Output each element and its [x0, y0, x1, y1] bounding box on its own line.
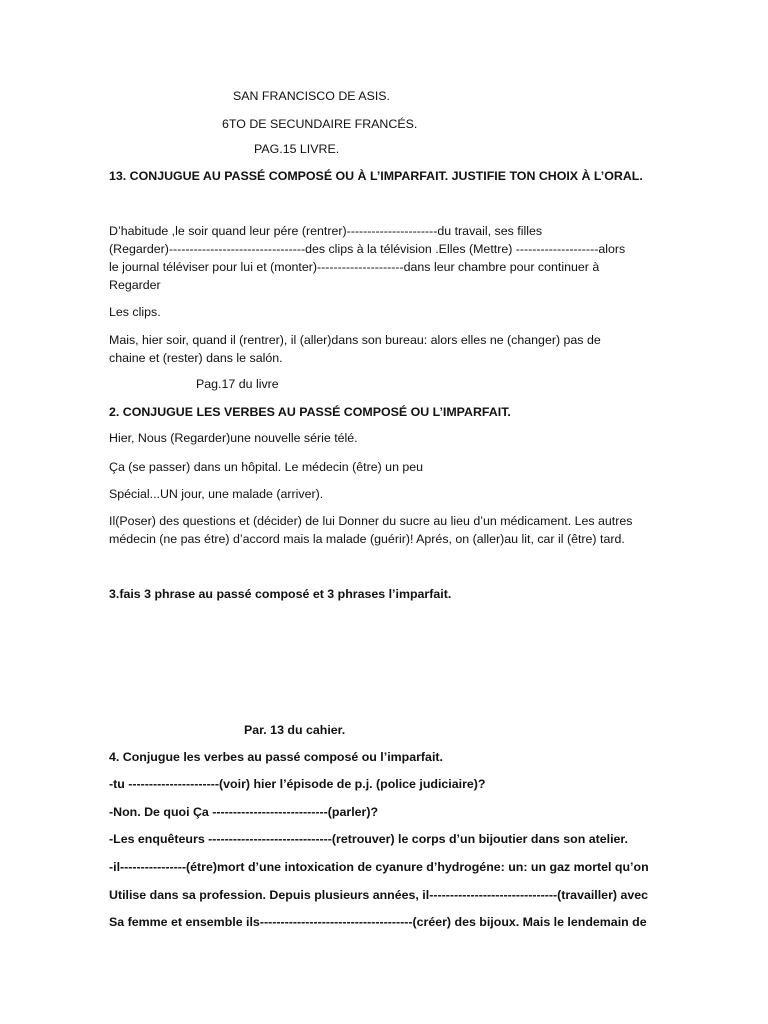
exercise-2-line-2: Ça (se passer) dans un hôpital. Le médecin (être) un peu: [109, 460, 424, 474]
exercise-4-line-1: -tu ----------------------(voir) hier l’épisode de p.j. (police judiciaire)?: [109, 777, 486, 791]
exercise-13-line-7: chaine et (rester) dans le salón.: [109, 351, 283, 365]
exercise-4-title: 4. Conjugue les verbes au passé composé ou l’imparfait.: [109, 750, 443, 764]
exercise-2-title: 2. CONJUGUE LES VERBES AU PASSÉ COMPOSÉ OU L’IMPARFAIT.: [109, 405, 511, 419]
exercise-13-line-4: Regarder: [109, 278, 161, 292]
exercise-4-line-5: Utilise dans sa profession. Depuis plusieurs années, il-------------------------------(travailler) avec: [109, 888, 649, 902]
exercise-2-line-1: Hier, Nous (Regarder)une nouvelle série télé.: [109, 431, 358, 445]
exercise-4-line-4: -il----------------(étre)mort d’une intoxication de cyanure d’hydrogéne: un: un gaz mortel qu’on: [109, 860, 649, 874]
exercise-2-line-5: médecin (ne pas étre) d’accord mais la malade (guérir)! Aprés, on (aller)au lit, car il (être) tard.: [109, 532, 625, 546]
school-name: SAN FRANCISCO DE ASIS.: [233, 89, 390, 103]
page-reference: PAG.15 LIVRE.: [254, 142, 340, 156]
page-17-reference: Pag.17 du livre: [196, 377, 279, 391]
exercise-13-line-5: Les clips.: [109, 305, 161, 319]
exercise-4-line-2: -Non. De quoi Ça ----------------------------(parler)?: [109, 805, 379, 819]
exercise-4-line-6: Sa femme et ensemble ils-------------------------------------(créer) des bijoux. Mais le lendemain de: [109, 915, 647, 929]
exercise-13-title: 13. CONJUGUE AU PASSÉ COMPOSÉ OU À L’IMPARFAIT. JUSTIFIE TON CHOIX À L’ORAL.: [109, 169, 643, 183]
exercise-13-line-1: D’habitude ,le soir quand leur pére (rentrer)----------------------du travail, ses filles: [109, 224, 543, 238]
exercise-13-line-2: (Regarder)---------------------------------des clips à la télévision .Elles (Mettre) --------------------alors: [109, 242, 626, 256]
exercise-13-line-6: Mais, hier soir, quand il (rentrer), il (aller)dans son bureau: alors elles ne (changer) pas de: [109, 333, 601, 347]
exercise-2-line-3: Spécial...UN jour, une malade (arriver).: [109, 487, 324, 501]
exercise-4-line-3: -Les enquêteurs ------------------------------(retrouver) le corps d’un bijoutier dans son atelier.: [109, 832, 628, 846]
exercise-2-line-4: Il(Poser) des questions et (décider) de lui Donner du sucre au lieu d’un médicament. Les autres: [109, 514, 633, 528]
exercise-13-line-3: le journal téléviser pour lui et (monter)---------------------dans leur chambre pour continuer à: [109, 260, 600, 274]
exercise-3-title: 3.fais 3 phrase au passé composé et 3 phrases l’imparfait.: [109, 587, 452, 601]
cahier-reference: Par. 13 du cahier.: [244, 723, 346, 737]
class-name: 6TO DE SECUNDAIRE FRANCÉS.: [222, 117, 418, 131]
